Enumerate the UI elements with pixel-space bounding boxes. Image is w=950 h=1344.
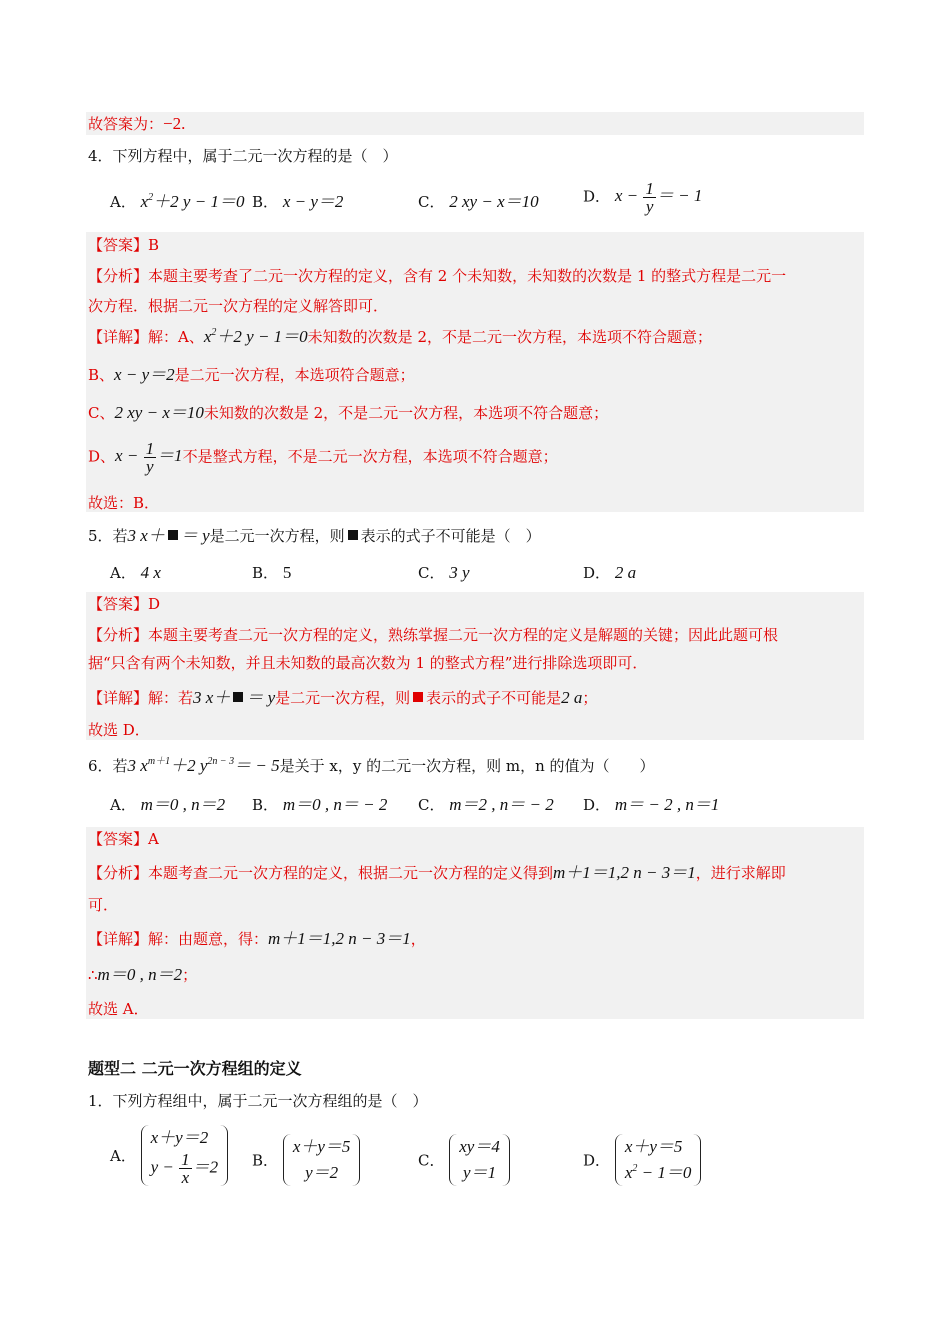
q4-stem: 4．下列方程中，属于二元一次方程的是（ ） (88, 147, 398, 165)
q4-option-a-label: A． (110, 193, 136, 211)
q6-stem-prefix: 6．若 (88, 757, 128, 775)
q4-option-a-expr: $x^2+2$ y − 1＝0 (140, 192, 245, 211)
q6-solution-box (86, 827, 864, 1019)
section-2-title: 题型二 二元一次方程组的定义 (88, 1059, 302, 1078)
q6-therefore: ∴m＝0 , n＝2； (88, 965, 198, 984)
q4-detail-b-prefix: B、 (88, 366, 115, 384)
q5-stem-expr: 3 x＋ ＝ y (127, 526, 210, 545)
prev-answer-label: 故答案为： (88, 115, 164, 133)
q6-analysis-cont: 可． (88, 896, 119, 914)
q4-detail-a-expr: $x^2+2$ y − 1＝0 (203, 327, 308, 346)
s2-q1-option-a-label: A． (110, 1147, 136, 1165)
s2-q1-option-d-system: x＋y＝5 $x^2 - 1=0$ (615, 1134, 702, 1186)
q6-detail: 【详解】解：由题意，得：m＋1＝1,2 n − 3＝1， (88, 929, 426, 948)
q4-detail-c-prefix: C、 (88, 404, 115, 422)
q4-option-d (583, 180, 702, 215)
q5-option-d (583, 563, 636, 583)
q4-detail-c-expr: 2 xy − x＝10 (114, 403, 204, 422)
s2-q1-option-b (252, 1134, 360, 1186)
s2-q1-option-c-label: C． (418, 1151, 445, 1170)
q5-stem-prefix: 5．若 (88, 527, 128, 545)
s2-q1-option-d (583, 1134, 701, 1186)
q4-detail-d-prefix: D、 (88, 447, 116, 466)
s2-q1-option-a-system: x＋y＝2 y − $\frac{1}{x}$ ＝2 (141, 1125, 229, 1186)
q5-option-b-label: B． (252, 564, 279, 582)
q4-detail-d-expr: x − $\frac{1}{y}$ ＝1 (115, 439, 183, 476)
q5-conclusion: 故选 D． (88, 721, 150, 739)
q4-answer: 【答案】B (88, 236, 160, 254)
q5-option-c (418, 563, 470, 583)
q4-detail-c-suffix: 未知数的次数是 2，不是二元一次方程，本选项不符合题意； (203, 404, 609, 422)
q4-detail-b-suffix: 是二元一次方程，本选项符合题意； (174, 366, 415, 384)
q4-detail-a-prefix: 【详解】解：A、 (88, 328, 204, 346)
q4-option-b-expr: x − y＝2 (282, 192, 344, 211)
q5-stem (88, 526, 541, 546)
q4-analysis-cont: 次方程．根据二元一次方程的定义解答即可． (88, 297, 389, 315)
red-square-icon (413, 692, 423, 702)
therefore-icon: ∴ (88, 966, 98, 984)
q5-detail: 【详解】解：若3 x＋ ＝ y是二元一次方程，则 表示的式子不可能是2 a； (88, 688, 598, 707)
prev-answer-value: −2. (163, 114, 186, 133)
black-square-icon (348, 530, 358, 540)
q6-analysis-text: 【分析】本题考查二元一次方程的定义，根据二元一次方程的定义得到 (88, 864, 554, 882)
black-square-icon (233, 692, 243, 702)
q4-option-c-label: C． (418, 193, 445, 211)
q4-detail-d-suffix: 不是整式方程，不是二元一次方程，本选项不符合题意； (182, 447, 558, 466)
q5-detail-value: 2 a (561, 688, 583, 707)
q6-conclusion: 故选 A． (88, 1000, 149, 1018)
s2-q1-option-c-system: xy＝4 y＝1 (449, 1134, 510, 1186)
s2-q1-option-a (110, 1125, 228, 1186)
q6-option-d-label: D． (583, 796, 611, 814)
q5-option-a-label: A． (110, 564, 136, 582)
s2-q1-option-b-label: B． (252, 1151, 279, 1170)
q6-option-b-expr: m＝0 , n＝ − 2 (282, 795, 388, 814)
q5-option-d-expr: 2 a (614, 563, 637, 582)
q4-detail-d (88, 440, 558, 475)
q5-detail-mid: 是二元一次方程，则 (275, 689, 411, 707)
s2-q1-stem: 1．下列方程组中，属于二元一次方程组的是（ ） (88, 1092, 428, 1110)
q5-answer: 【答案】D (88, 595, 161, 613)
s2-q1-option-d-label: D． (583, 1151, 611, 1170)
q6-option-c (418, 795, 554, 815)
black-square-icon (168, 530, 178, 540)
q5-option-c-expr: 3 y (449, 563, 470, 582)
q5-option-b-value: 5 (282, 563, 292, 582)
q6-option-a (110, 795, 225, 815)
q6-option-c-label: C． (418, 796, 445, 814)
q5-detail-prefix: 【详解】解：若 (88, 689, 194, 707)
q6-answer: 【答案】A (88, 830, 159, 848)
q4-detail-a (88, 327, 712, 347)
q5-analysis-cont: 据“只含有两个未知数，并且未知数的最高次数为 1 的整式方程”进行排除选项即可． (88, 654, 648, 672)
q6-analysis (88, 863, 786, 883)
q4-detail-c (88, 403, 608, 423)
q4-option-b-label: B． (252, 193, 279, 211)
q4-detail-a-suffix: 未知数的次数是 2，不是二元一次方程，本选项不符合题意； (307, 328, 712, 346)
q4-option-c (418, 192, 539, 212)
q5-option-b (252, 563, 291, 583)
q6-stem-expr: 3 $x^{m+1}+2$ $y^{2n - 3}= - 5$ (127, 756, 280, 775)
q6-detail-expr: m＋1＝1,2 n − 3＝1 (268, 929, 411, 948)
q6-option-b (252, 795, 387, 815)
answer-box-prev (86, 112, 864, 135)
prev-answer-line (88, 114, 185, 134)
q4-option-d-expr: x − $\frac{1}{y}$ ＝ − 1 (614, 179, 703, 216)
q5-option-c-label: C． (418, 564, 445, 582)
q4-option-a (110, 192, 244, 212)
q6-option-d-expr: m＝ − 2 , n＝1 (614, 795, 720, 814)
q6-analysis-expr: m＋1＝1,2 n − 3＝1 (553, 863, 696, 882)
q6-detail-text: 【详解】解：由题意，得： (88, 930, 269, 948)
q4-option-d-label: D． (583, 187, 611, 206)
q5-option-a-expr: 4 x (140, 563, 161, 582)
q4-detail-b (88, 365, 415, 385)
q5-detail-expr: 3 x＋ ＝ y (193, 688, 276, 707)
q4-option-b (252, 192, 343, 212)
s2-q1-option-b-system: x＋y＝5 y＝2 (283, 1134, 361, 1186)
s2-q1-option-c (418, 1134, 510, 1186)
q5-stem-suffix: 表示的式子不可能是（ ） (360, 527, 541, 545)
q6-analysis-suffix: ，进行求解即 (695, 864, 786, 882)
q5-detail-suffix: 表示的式子不可能是 (426, 689, 562, 707)
q6-option-a-label: A． (110, 796, 136, 814)
q4-detail-b-expr: x − y＝2 (114, 365, 175, 384)
q4-analysis: 【分析】本题主要考查了二元一次方程的定义，含有 2 个未知数，未知数的次数是 1 的整式方程是二元一 (88, 267, 787, 285)
q5-analysis: 【分析】本题主要考查二元一次方程的定义，熟练掌握二元一次方程的定义是解题的关键；因此此题可根 (88, 626, 779, 644)
q6-stem-mid: 是关于 x，y 的二元一次方程，则 m，n 的值为（ ） (279, 757, 655, 775)
q4-option-c-expr: 2 xy − x＝10 (449, 192, 539, 211)
q6-option-b-label: B． (252, 796, 279, 814)
q5-option-d-label: D． (583, 564, 611, 582)
q6-option-d (583, 795, 719, 815)
q6-option-a-expr: m＝0 , n＝2 (140, 795, 226, 814)
q6-option-c-expr: m＝2 , n＝ − 2 (449, 795, 554, 814)
q5-option-a (110, 563, 161, 583)
q4-conclusion: 故选：B． (88, 494, 160, 512)
q6-stem (88, 756, 655, 776)
q5-stem-mid: 是二元一次方程，则 (209, 527, 345, 545)
q6-therefore-expr: m＝0 , n＝2 (97, 965, 183, 984)
